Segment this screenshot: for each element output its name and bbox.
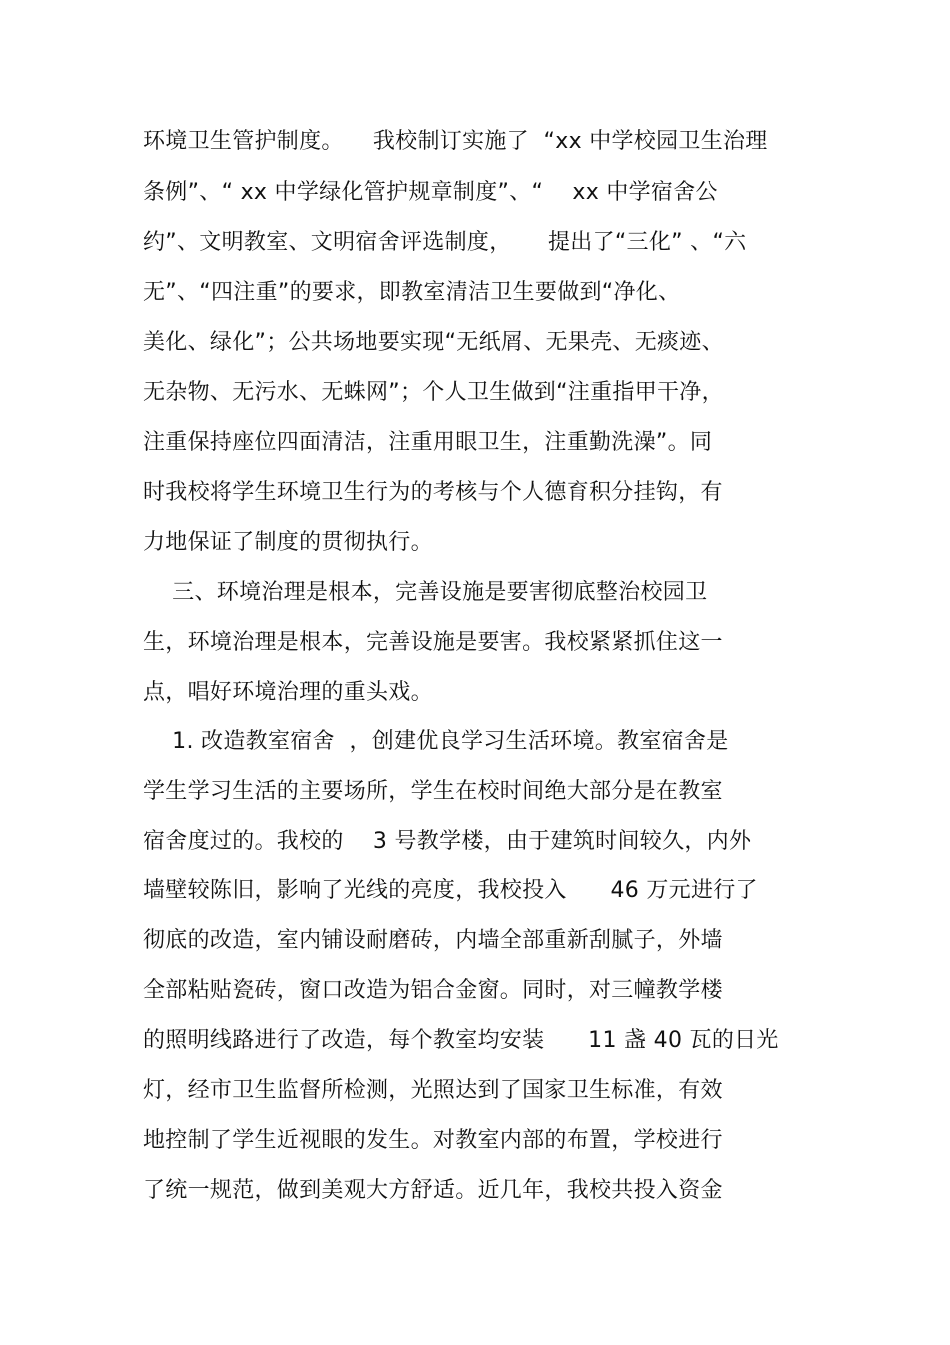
text-line: 灯，经市卫生监督所检测，光照达到了国家卫生标准，有效 bbox=[143, 1078, 723, 1103]
text-line: 无杂物、无污水、无蛛网”；个人卫生做到“注重指甲干净， bbox=[143, 380, 724, 405]
text-line: 无”、“四注重”的要求，即教室清洁卫生要做到“净化、 bbox=[143, 280, 681, 305]
text-line: 美化、绿化”；公共场地要实现“无纸屑、无果壳、无痰迹、 bbox=[143, 330, 724, 355]
text-line: 约”、文明教室、文明宿舍评选制度， 提出了“三化” 、“六 bbox=[143, 230, 747, 255]
text-line: 了统一规范，做到美观大方舒适。近几年，我校共投入资金 bbox=[143, 1178, 723, 1203]
text-line: 条例”、“ xx 中学绿化管护规章制度”、“ xx 中学宿舍公 bbox=[143, 180, 718, 205]
text-line: 墙壁较陈旧，影响了光线的亮度，我校投入 46 万元进行了 bbox=[143, 878, 758, 903]
text-line: 彻底的改造，室内铺设耐磨砖，内墙全部重新刮腻子，外墙 bbox=[143, 928, 723, 953]
text-line: 地控制了学生近视眼的发生。对教室内部的布置，学校进行 bbox=[143, 1128, 723, 1153]
text-line: 生，环境治理是根本，完善设施是要害。我校紧紧抓住这一 bbox=[143, 630, 723, 655]
text-line: 力地保证了制度的贯彻执行。 bbox=[143, 530, 433, 555]
text-line: 全部粘贴瓷砖，窗口改造为铝合金窗。同时，对三幢教学楼 bbox=[143, 978, 723, 1003]
text-line: 的照明线路进行了改造，每个教室均安装 11 盏 40 瓦的日光 bbox=[143, 1028, 779, 1053]
text-line: 注重保持座位四面清洁，注重用眼卫生，注重勤洗澡”。同 bbox=[143, 430, 713, 455]
text-line: 三、环境治理是根本，完善设施是要害彻底整治校园卫 bbox=[143, 580, 708, 605]
text-line: 宿舍度过的。我校的 3 号教学楼，由于建筑时间较久，内外 bbox=[143, 829, 752, 854]
text-line: 环境卫生管护制度。 我校制订实施了 “xx 中学校园卫生治理 bbox=[143, 129, 768, 154]
text-line: 时我校将学生环境卫生行为的考核与个人德育积分挂钩，有 bbox=[143, 480, 723, 505]
text-line: 点，唱好环境治理的重头戏。 bbox=[143, 680, 433, 705]
text-line: 学生学习生活的主要场所，学生在校时间绝大部分是在教室 bbox=[143, 779, 723, 804]
text-line: 1. 改造教室宿舍 ，创建优良学习生活环境。教室宿舍是 bbox=[143, 729, 729, 754]
